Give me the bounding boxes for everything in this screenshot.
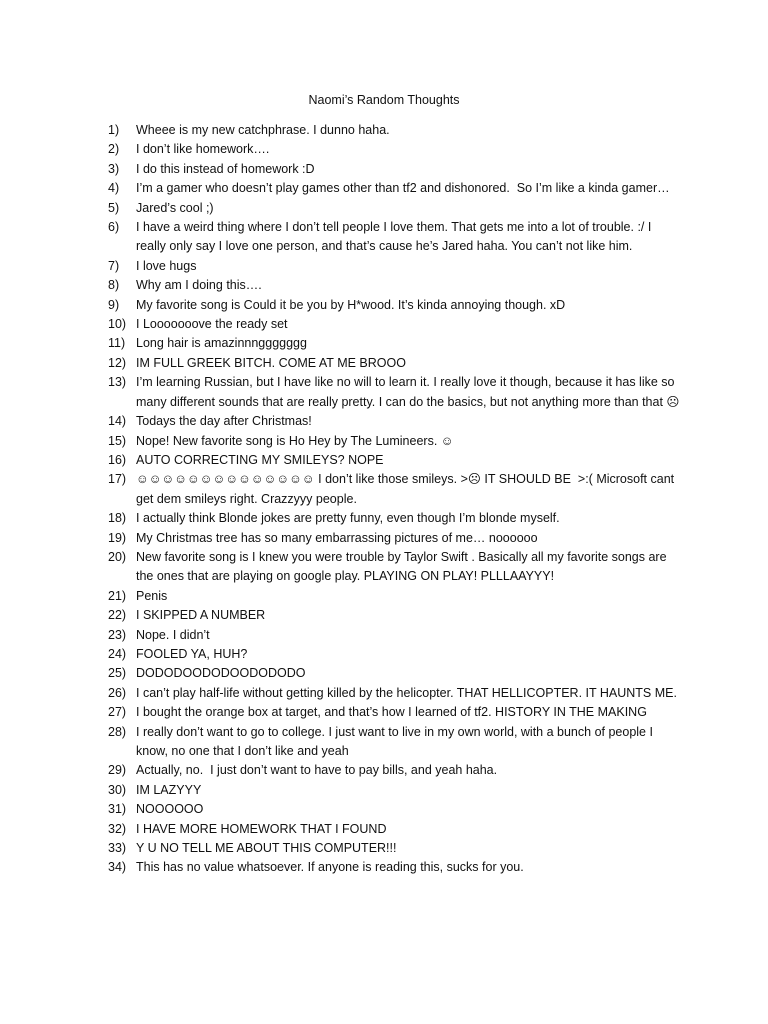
list-item-number: 22) bbox=[108, 608, 127, 623]
list-item bbox=[108, 315, 682, 334]
list-item-text: I really don’t want to go to college. I just want to live in my own world, with a bunch of people I know, no one that I don’t like and yeah bbox=[136, 724, 657, 758]
list-item bbox=[108, 509, 682, 528]
list-item-number: 32) bbox=[108, 821, 127, 836]
list-item-text: My favorite song is Could it be you by H*wood. It’s kinda annoying though. xD bbox=[136, 297, 566, 312]
list-item-text: I love hugs bbox=[136, 258, 197, 273]
list-item-text: This has no value whatsoever. If anyone is reading this, sucks for you. bbox=[136, 860, 524, 875]
list-item-number: 10) bbox=[108, 317, 127, 332]
list-item-number: 25) bbox=[108, 666, 127, 681]
list-item-number: 33) bbox=[108, 841, 127, 856]
list-item-text: AUTO CORRECTING MY SMILEYS? NOPE bbox=[136, 452, 384, 467]
list-item bbox=[108, 140, 682, 159]
list-item bbox=[108, 334, 682, 353]
list-item bbox=[108, 781, 682, 800]
list-item bbox=[108, 761, 682, 780]
list-item-text: I have a weird thing where I don’t tell people I love them. That gets me into a lot of trouble. :/ I really only say I love one person, and that’s cause he’s Jared haha. You can’t not like him. bbox=[136, 220, 655, 254]
list-item-text: I HAVE MORE HOMEWORK THAT I FOUND bbox=[136, 821, 387, 836]
list-item bbox=[108, 199, 682, 218]
list-item-number: 11) bbox=[108, 336, 126, 351]
list-item-number: 13) bbox=[108, 375, 127, 390]
list-item bbox=[108, 179, 682, 198]
list-item-number: 4) bbox=[108, 181, 120, 196]
list-item bbox=[108, 820, 682, 839]
list-item bbox=[108, 723, 682, 762]
list-item-number: 8) bbox=[108, 278, 120, 293]
list-item bbox=[108, 160, 682, 179]
list-item bbox=[108, 296, 682, 315]
list-item-number: 21) bbox=[108, 588, 127, 603]
list-item-text: Wheee is my new catchphrase. I dunno haha. bbox=[136, 123, 390, 137]
list-item-number: 16) bbox=[108, 452, 127, 467]
list-item-text: Todays the day after Christmas! bbox=[136, 414, 312, 429]
list-item-text: Penis bbox=[136, 588, 168, 603]
list-item-number: 24) bbox=[108, 646, 127, 661]
list-item-number: 30) bbox=[108, 782, 127, 797]
list-item bbox=[108, 684, 682, 703]
list-item bbox=[108, 257, 682, 276]
list-item-text: Long hair is amazinnnggggggg bbox=[136, 336, 307, 351]
list-item-number: 9) bbox=[108, 297, 120, 312]
list-item-number: 28) bbox=[108, 724, 127, 739]
list-item-number: 23) bbox=[108, 627, 127, 642]
list-item-number: 17) bbox=[108, 472, 127, 487]
list-item bbox=[108, 858, 682, 877]
list-item bbox=[108, 645, 682, 664]
list-item-text: I actually think Blonde jokes are pretty funny, even though I’m blonde myself. bbox=[136, 511, 560, 526]
list-item bbox=[108, 451, 682, 470]
list-item-text: New favorite song is I knew you were trouble by Taylor Swift . Basically all my favorite songs are the ones that are playing on google play. PLAYING ON PLAY! PLLLAAYYY! bbox=[136, 549, 671, 584]
list-item-number: 29) bbox=[108, 763, 127, 778]
list-item-text: I’m a gamer who doesn’t play games other than tf2 and dishonored. So I’m like a kinda gamer… bbox=[136, 181, 670, 196]
list-item-text: Actually, no. I just don’t want to have to pay bills, and yeah haha. bbox=[136, 763, 498, 778]
list-item bbox=[108, 121, 682, 140]
list-item bbox=[108, 548, 682, 587]
list-item-text: I’m learning Russian, but I have like no will to learn it. I really love it though, because it has like so many different sounds that are really pretty. I can do the basics, but not anything more than that ☹ bbox=[136, 375, 680, 409]
list-item-text: Nope! New favorite song is Ho Hey by The Lumineers. ☺ bbox=[136, 433, 454, 448]
thought-list bbox=[108, 121, 682, 878]
list-item-number: 2) bbox=[108, 142, 120, 157]
list-item bbox=[108, 587, 682, 606]
list-item-text: Why am I doing this…. bbox=[136, 278, 262, 293]
list-item-text: IM LAZYYY bbox=[136, 782, 202, 797]
list-item bbox=[108, 800, 682, 819]
list-item-text: ☺☺☺☺☺☺☺☺☺☺☺☺☺☺ I don’t like those smileys. >☹ IT SHOULD BE >:( Microsoft cant get dem smileys right. Crazzyyy people. bbox=[136, 472, 678, 506]
list-item-number: 7) bbox=[108, 258, 120, 273]
list-item-text: NOOOOOO bbox=[136, 802, 204, 817]
list-item-number: 5) bbox=[108, 200, 120, 215]
list-item-number: 6) bbox=[108, 220, 120, 235]
list-item bbox=[108, 606, 682, 625]
list-item bbox=[108, 470, 682, 509]
list-item bbox=[108, 664, 682, 683]
list-item bbox=[108, 218, 682, 257]
list-item-number: 14) bbox=[108, 414, 127, 429]
list-item bbox=[108, 432, 682, 451]
list-item-text: Y U NO TELL ME ABOUT THIS COMPUTER!!! bbox=[136, 841, 397, 856]
list-item-text: I SKIPPED A NUMBER bbox=[136, 608, 266, 623]
document-title: Naomi’s Random Thoughts bbox=[308, 93, 460, 107]
list-item-text: I can’t play half-life without getting killed by the helicopter. THAT HELLICOPTER. IT HAUNTS ME. bbox=[136, 685, 677, 700]
list-item bbox=[108, 703, 682, 722]
list-item-text: I bought the orange box at target, and that’s how I learned of tf2. HISTORY IN THE MAKING bbox=[136, 705, 647, 720]
list-item-number: 18) bbox=[108, 511, 127, 526]
list-item bbox=[108, 354, 682, 373]
list-item-text: My Christmas tree has so many embarrassing pictures of me… noooooo bbox=[136, 530, 538, 545]
list-item bbox=[108, 276, 682, 295]
list-item-number: 27) bbox=[108, 705, 127, 720]
list-item-text: Nope. I didn’t bbox=[136, 627, 210, 642]
list-item-number: 19) bbox=[108, 530, 127, 545]
list-item-text: I Looooooove the ready set bbox=[136, 317, 288, 332]
list-item-text: FOOLED YA, HUH? bbox=[136, 646, 248, 661]
list-item-text: IM FULL GREEK BITCH. COME AT ME BROOO bbox=[136, 355, 406, 370]
list-item-number: 31) bbox=[108, 802, 127, 817]
list-item bbox=[108, 839, 682, 858]
list-item-number: 20) bbox=[108, 549, 127, 564]
list-item-text: DODODOODODOODODODO bbox=[136, 666, 306, 681]
list-item-number: 12) bbox=[108, 355, 127, 370]
list-item-number: 34) bbox=[108, 860, 127, 875]
list-item-number: 1) bbox=[108, 123, 120, 137]
list-item-text: I don’t like homework…. bbox=[136, 142, 270, 157]
list-item-number: 15) bbox=[108, 433, 127, 448]
list-item bbox=[108, 412, 682, 431]
list-item-text: I do this instead of homework :D bbox=[136, 161, 315, 176]
list-item bbox=[108, 373, 682, 412]
list-item-text: Jared’s cool ;) bbox=[136, 200, 214, 215]
list-item bbox=[108, 626, 682, 645]
list-item-number: 26) bbox=[108, 685, 127, 700]
list-item-number: 3) bbox=[108, 161, 120, 176]
list-item bbox=[108, 529, 682, 548]
